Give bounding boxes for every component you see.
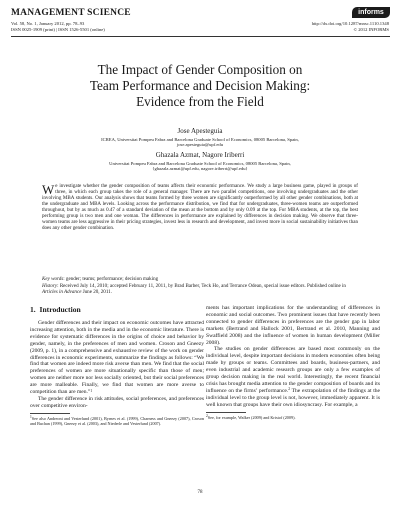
journal-name: MANAGEMENT SCIENCE	[11, 8, 131, 18]
abstract	[42, 183, 358, 231]
doi-meta	[312, 21, 389, 33]
author-affiliation-2	[20, 161, 380, 172]
body-paragraph: The gender difference in risk attitudes, social preferences, and preferences over competitive environ-	[30, 395, 204, 409]
keywords-text: : gender; teams; performance; decision making	[63, 276, 159, 282]
author-affiliation-1	[20, 137, 380, 148]
history-text-end: June 20, 2011.	[81, 289, 112, 296]
header-divider	[11, 36, 390, 37]
footnote-divider	[30, 413, 70, 414]
journal-meta	[11, 21, 105, 33]
section-title: Introduction	[39, 305, 81, 314]
copyright-line: © 2012 INFORMS	[353, 27, 389, 33]
title-line-1: The Impact of Gender Composition on	[97, 62, 303, 77]
paragraph-text: Gender differences and their impact on economic outcomes have attracted increasing attention, both in the media and in the economic literature. There is evidence for systematic differences in the origins of choice and behavior by gender, namely, in the preferences of men and women. Croson and Gneezy (2009, p. 1), in a comprehensive and exhaustive review of the work on gender differences in economic experiments, summarize the findings as follows: “We find that women are indeed more risk averse than men. We find that the social preferences of women are more situationally specific than those of men; women are neither more nor less socially oriented, but their social preferences are more malleable. Finally, we find that women are more averse to competition than are men.”	[30, 320, 204, 396]
history-text: : Received July 14, 2010; accepted February 11, 2011, by Brad Barber, Teck Ho, and Terrance Odean, special issue editors. Published online in	[57, 283, 346, 289]
footnote-number: 2	[206, 414, 208, 419]
footnote	[30, 416, 204, 427]
page-number: 78	[197, 490, 203, 495]
author-name-1: Jose Apesteguia	[177, 127, 223, 135]
footnote-marker[interactable]: 2	[288, 387, 291, 392]
footnote-marker[interactable]: 1	[90, 388, 93, 393]
paragraph-text: The studies on gender differences are based most commonly on the individual level, despite important decisions in modern economies often being made by groups or teams. Committees and boards, business-partners, and even industrial and academic research groups are only a few examples of group decision making in the real world. Interestingly, the recent financial crisis has brought media attention to the gender composition of boards and its influence on the firms’ performance.	[206, 346, 380, 394]
section-heading	[30, 305, 81, 314]
body-paragraph	[206, 346, 380, 408]
body-column-left	[30, 320, 204, 427]
keywords	[42, 276, 358, 282]
footnote-text: See, for example, Walker (2009) and Kristof (2009).	[207, 414, 296, 420]
author-email[interactable]: {ghazala.azmat@upf.edu, nagore.iriberri@upf.edu}	[152, 166, 248, 172]
history-label: History	[42, 283, 58, 289]
paper-title	[40, 62, 360, 110]
journal-volume-line: Vol. 58, No. 1, January 2012, pp. 78–93	[11, 21, 85, 26]
footnote-divider	[206, 412, 246, 413]
title-line-2: Team Performance and Decision Making:	[89, 78, 311, 93]
abstract-dropcap: W	[42, 181, 55, 197]
abstract-text: e investigate whether the gender composition of teams affects their economic performance. We study a large business game, played in groups of three, in which each group takes the role of a general manager. There are two parallel competitions, one involving undergraduates and the other involving MBA students. Our analysis shows that teams formed by three women are significantly outperformed by all other gender combinations, both at the undergraduate and MBA levels. Looking across the performance distribution, we find that for undergraduates, three-women teams are outperformed throughout, but by as much as 0.47 of a standard deviation of the mean at the bottom and by only 0.09 at the top. For MBA students, at the top, the best performing group is two men and one woman. The differences in performance are explained by differences in decision making. We observe that three-women teams are less aggressive in their pricing strategies, invest less in research and development, and invest more in social sustainability initiatives than does any other gender combination.	[42, 183, 358, 232]
keywords-label: Key words	[42, 276, 64, 282]
footnote-text: See also Andreoni and Vesterlund (2001), Byrnes et al. (1999), Charness and Gneezy (2007), Croson and Buchan (1999), Gneezy et al. (2003), and Niederle and Vesterlund (2007).	[30, 415, 204, 427]
body-paragraph	[30, 320, 204, 396]
affiliation-line: ICREA, Universitat Pompeu Fabra and Barcelona Graduate School of Economics, 08005 Barcelona, Spain,	[101, 137, 299, 142]
paragraph-text: The extrapolation of the findings at the individual level to the group level is not, however, immediately apparent. It is well known that groups have their own idiosyncrasy. For example, a	[206, 387, 381, 408]
affiliation-line: Universitat Pompeu Fabra and Barcelona Graduate School of Economics, 08005 Barcelona, Spain,	[109, 161, 291, 166]
doi-link[interactable]: http://dx.doi.org/10.1287/mnsc.1110.1348	[311, 21, 389, 26]
title-line-3: Evidence from the Field	[136, 94, 264, 109]
body-paragraph: ments has important implications for the understanding of differences in economic and social outcomes. Two prominent issues that have recently been connected to gender differences in preferences are the gender gap in labor markets (Bertrand and Hallock 2001, Bertrand et al. 2010, Manning and Swaffield 2008) and the influence of women in human development (Miller 2008).	[206, 305, 380, 346]
footnote-number: 1	[30, 415, 32, 420]
informs-logo: informs	[352, 7, 390, 18]
history-journal: Articles in Advance	[42, 289, 82, 296]
section-number: 1.	[30, 305, 36, 314]
journal-issn-line: ISSN 0025-1909 (print) | ISSN 1526-5501 (online)	[11, 27, 105, 33]
article-history	[42, 283, 358, 295]
footnote	[206, 415, 380, 420]
author-email[interactable]: jose.apesteguia@upf.edu	[176, 142, 224, 148]
body-column-right	[206, 305, 380, 420]
author-name-2: Ghazala Azmat, Nagore Iriberri	[155, 151, 245, 159]
